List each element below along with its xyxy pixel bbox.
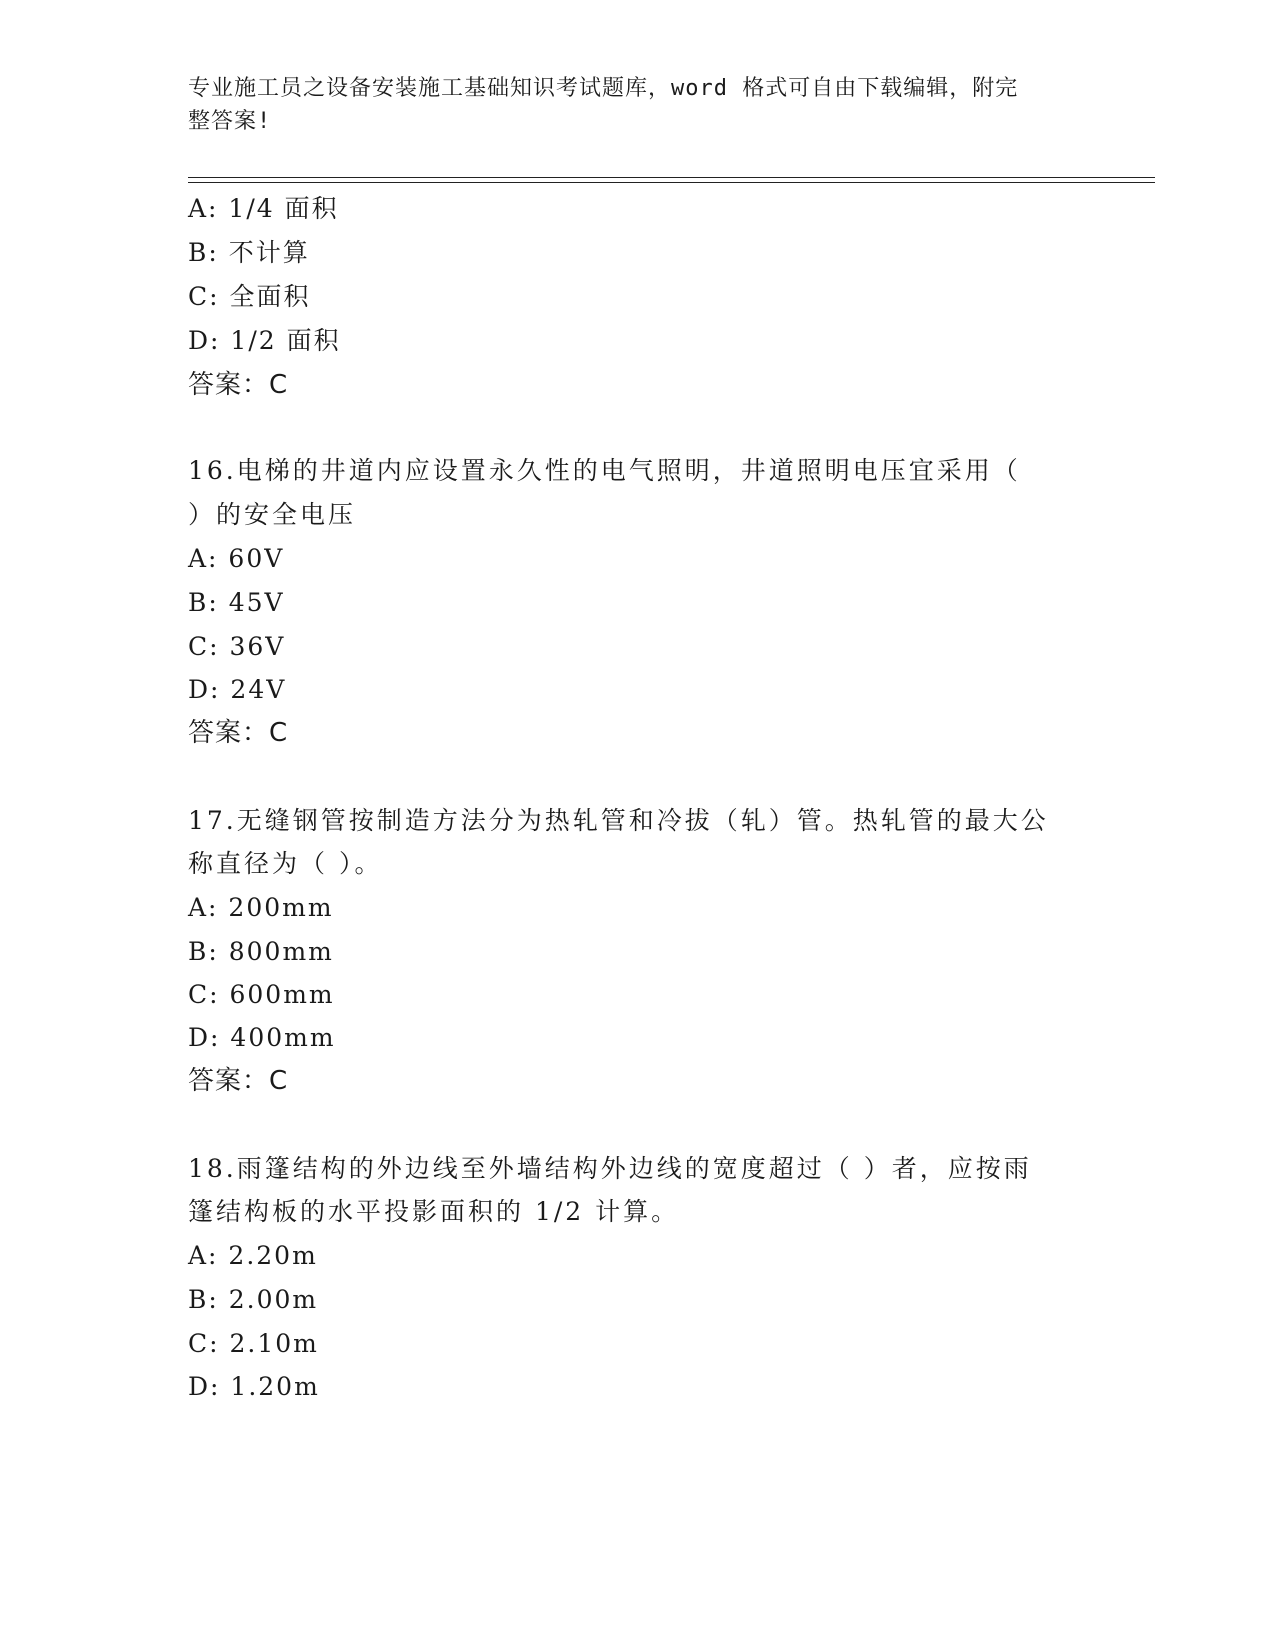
q17-answer: 答案：C <box>188 1066 289 1096</box>
header-title-line-2: 整答案! <box>188 109 272 134</box>
q16-stem-line-1: 16.电梯的井道内应设置永久性的电气照明，井道照明电压宜采用（ <box>188 456 1021 485</box>
q16-option-a: A: 60V <box>188 544 285 573</box>
q18-option-d: D: 1.20m <box>188 1372 320 1401</box>
q16-option-c: C: 36V <box>188 632 286 661</box>
header-divider-bottom <box>188 182 1155 183</box>
q15-option-d: D: 1/2 面积 <box>188 326 341 355</box>
q16-stem-line-2: ）的安全电压 <box>188 500 357 529</box>
q15-option-c: C: 全面积 <box>188 282 311 311</box>
q18-option-b: B: 2.00m <box>188 1285 319 1314</box>
q18-stem-line-2: 篷结构板的水平投影面积的 1/2 计算。 <box>188 1197 680 1226</box>
q17-option-b: B: 800mm <box>188 937 334 966</box>
q17-option-a: A: 200mm <box>188 893 334 922</box>
q18-option-c: C: 2.10m <box>188 1329 319 1358</box>
header-divider-top <box>188 177 1155 178</box>
q17-option-d: D: 400mm <box>188 1023 336 1052</box>
q16-option-d: D: 24V <box>188 675 287 704</box>
q18-option-a: A: 2.20m <box>188 1241 318 1270</box>
q18-stem-line-1: 18.雨篷结构的外边线至外墙结构外边线的宽度超过（ ）者，应按雨 <box>188 1154 1032 1183</box>
q17-stem-line-1: 17.无缝钢管按制造方法分为热轧管和冷拔（轧）管。热轧管的最大公 <box>188 806 1049 835</box>
q16-option-b: B: 45V <box>188 588 285 617</box>
q15-option-a: A: 1/4 面积 <box>188 194 339 223</box>
header-title-line-1: 专业施工员之设备安装施工基础知识考试题库，word 格式可自由下载编辑，附完 <box>188 76 1019 101</box>
q17-stem-line-2: 称直径为（ ）。 <box>188 849 383 878</box>
q15-answer: 答案：C <box>188 370 289 400</box>
q15-option-b: B: 不计算 <box>188 238 310 267</box>
q17-option-c: C: 600mm <box>188 980 335 1009</box>
document-header <box>188 72 1068 138</box>
q16-answer: 答案：C <box>188 718 289 748</box>
